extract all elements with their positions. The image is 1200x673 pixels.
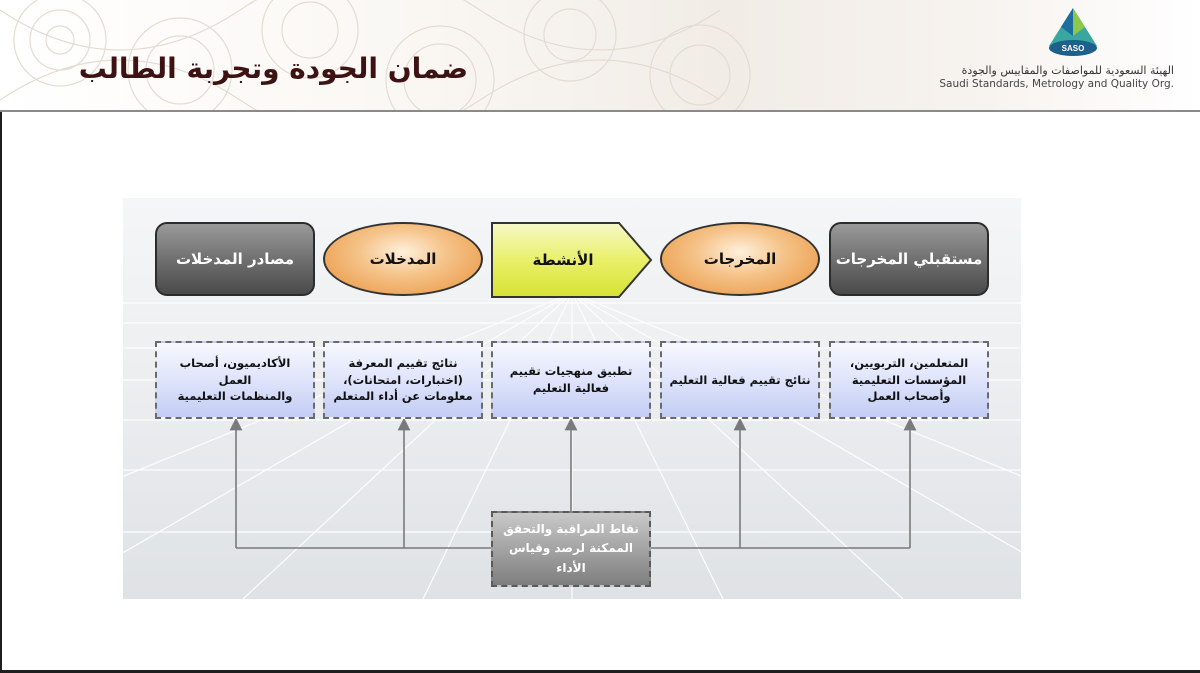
detail-line: معلومات عن أداء المتعلم bbox=[333, 389, 473, 404]
detail-line: تطبيق منهجيات تقييم bbox=[509, 364, 633, 379]
slide-header bbox=[0, 0, 1200, 112]
org-name-arabic: الهيئة السعودية للمواصفات والمقاييس والجودة bbox=[961, 64, 1174, 77]
stage-outputs: المخرجات bbox=[660, 222, 820, 296]
stage-activities bbox=[491, 222, 653, 298]
page-title: ضمان الجودة وتجربة الطالب bbox=[78, 52, 468, 85]
monitor-line: نقاط المراقبة والتحقق bbox=[503, 522, 639, 537]
detail-line: وأصحاب العمل bbox=[867, 389, 951, 404]
detail-input-sources bbox=[155, 341, 315, 419]
detail-activities bbox=[491, 341, 651, 419]
monitoring-points-box bbox=[491, 511, 651, 587]
stage-inputs: المدخلات bbox=[323, 222, 483, 296]
detail-inputs bbox=[323, 341, 483, 419]
detail-line: فعالية التعليم bbox=[532, 381, 610, 395]
header-divider bbox=[0, 110, 1200, 112]
stage-output-recipients: مستقبلي المخرجات bbox=[829, 222, 989, 296]
stage-activities-label: الأنشطة bbox=[532, 251, 594, 269]
detail-line: نتائج تقييم المعرفة bbox=[348, 355, 458, 370]
detail-line: والمنظمات التعليمية bbox=[177, 389, 293, 404]
detail-output-recipients bbox=[829, 341, 989, 419]
detail-line: نتائج تقييم فعالية التعليم bbox=[669, 372, 811, 387]
detail-line: المتعلمين، التربويين، bbox=[849, 355, 969, 370]
stage-input-sources: مصادر المدخلات bbox=[155, 222, 315, 296]
monitor-line: الممكنة لرصد وقياس الأداء bbox=[509, 541, 633, 575]
saso-logo bbox=[1045, 6, 1101, 58]
detail-outputs bbox=[660, 341, 820, 419]
detail-line: الأكاديميون، أصحاب العمل bbox=[179, 355, 291, 387]
org-name-english: Saudi Standards, Metrology and Quality Org. bbox=[939, 78, 1174, 90]
detail-line: (اختبارات، امتحانات)، bbox=[343, 372, 463, 387]
logo-text: SASO bbox=[1061, 44, 1085, 53]
detail-line: المؤسسات التعليمية bbox=[851, 372, 967, 387]
